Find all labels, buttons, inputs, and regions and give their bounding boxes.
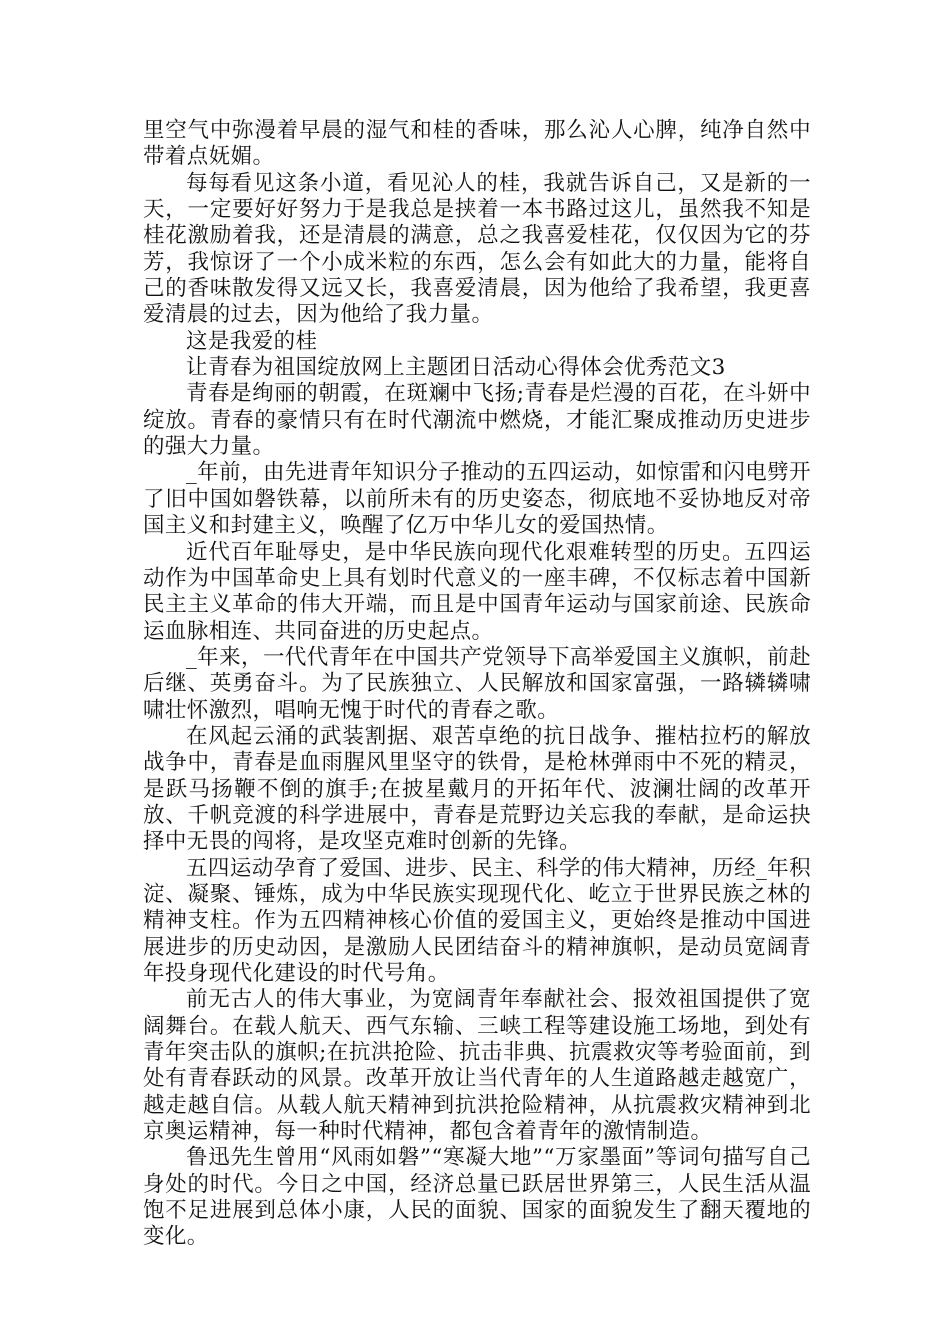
document-body <box>143 118 811 1251</box>
paragraph-10: 五四运动孕育了爱国、进步、民主、科学的伟大精神，历经_年积淀、凝聚、锤炼，成为中华民族实现现代化、屹立于世界民族之林的精神支柱。作为五四精神核心价值的爱国主义，更始终是推动中国进展进步的历史动因，是激励人民团结奋斗的精神旗帜，是动员宽阔青年投身现代化建设的时代号角。 <box>143 855 811 986</box>
paragraph-7: 近代百年耻辱史，是中华民族向现代化艰难转型的历史。五四运动作为中国革命史上具有划时代意义的一座丰碑，不仅标志着中国新民主主义革命的伟大开端，而且是中国青年运动与国家前途、民族命运血脉相连、共同奋进的历史起点。 <box>143 539 811 644</box>
paragraph-2: 每每看见这条小道，看见沁人的桂，我就告诉自己，又是新的一天，一定要好好努力于是我总是挟着一本书路过这儿，虽然我不知是桂花激励着我，还是清晨的满意，总之我喜爱桂花，仅仅因为它的芬芳，我惊讶了一个小成米粒的东西，怎么会有如此大的力量，能将自己的香味散发得又远又长，我喜爱清晨，因为他给了我希望，我更喜爱清晨的过去，因为他给了我力量。 <box>143 170 811 328</box>
paragraph-11: 前无古人的伟大事业，为宽阔青年奉献社会、报效祖国提供了宽阔舞台。在载人航天、西气东输、三峡工程等建设施工场地，到处有青年突击队的旗帜;在抗洪抢险、抗击非典、抗震救灾等考验面前，到处有青春跃动的风景。改革开放让当代青年的人生道路越走越宽广，越走越自信。从载人航天精神到抗洪抢险精神，从抗震救灾精神到北京奥运精神，每一种时代精神，都包含着青年的激情制造。 <box>143 987 811 1145</box>
paragraph-3: 这是我爱的桂 <box>186 328 318 354</box>
paragraph-12: 鲁迅先生曾用“风雨如磐”“寒凝大地”“万家墨面”等词句描写自己身处的时代。今日之中国，经济总量已跃居世界第三，人民生活从温饱不足进展到总体小康，人民的面貌、国家的面貌发生了翻天覆地的变化。 <box>143 1145 811 1250</box>
paragraph-1: 里空气中弥漫着早晨的湿气和桂的香味，那么沁人心脾，纯净自然中带着点妩媚。 <box>143 118 811 170</box>
section-title: 让青春为祖国绽放网上主题团日活动心得体会优秀范文3 <box>186 355 726 381</box>
paragraph-5: 青春是绚丽的朝霞，在斑斓中飞扬;青春是烂漫的百花，在斗妍中绽放。青春的豪情只有在时代潮流中燃烧，才能汇聚成推动历史进步的强大力量。 <box>143 381 811 460</box>
paragraph-8: _年来，一代代青年在中国共产党领导下高举爱国主义旗帜，前赴后继、英勇奋斗。为了民族独立、人民解放和国家富强，一路辚辚啸啸壮怀激烈，唱响无愧于时代的青春之歌。 <box>143 644 811 723</box>
paragraph-6: _年前，由先进青年知识分子推动的五四运动，如惊雷和闪电劈开了旧中国如磐铁幕，以前所未有的历史姿态，彻底地不妥协地反对帝国主义和封建主义，唤醒了亿万中华儿女的爱国热情。 <box>143 460 811 539</box>
paragraph-9: 在风起云涌的武装割据、艰苦卓绝的抗日战争、摧枯拉朽的解放战争中，青春是血雨腥风里坚守的铁骨，是枪林弹雨中不死的精灵，是跃马扬鞭不倒的旗手;在披星戴月的开拓年代、波澜壮阔的改革开放、千帆竞渡的科学进展中，青春是荒野边关忘我的奉献，是命运抉择中无畏的闯将，是攻坚克难时创新的先锋。 <box>143 723 811 855</box>
